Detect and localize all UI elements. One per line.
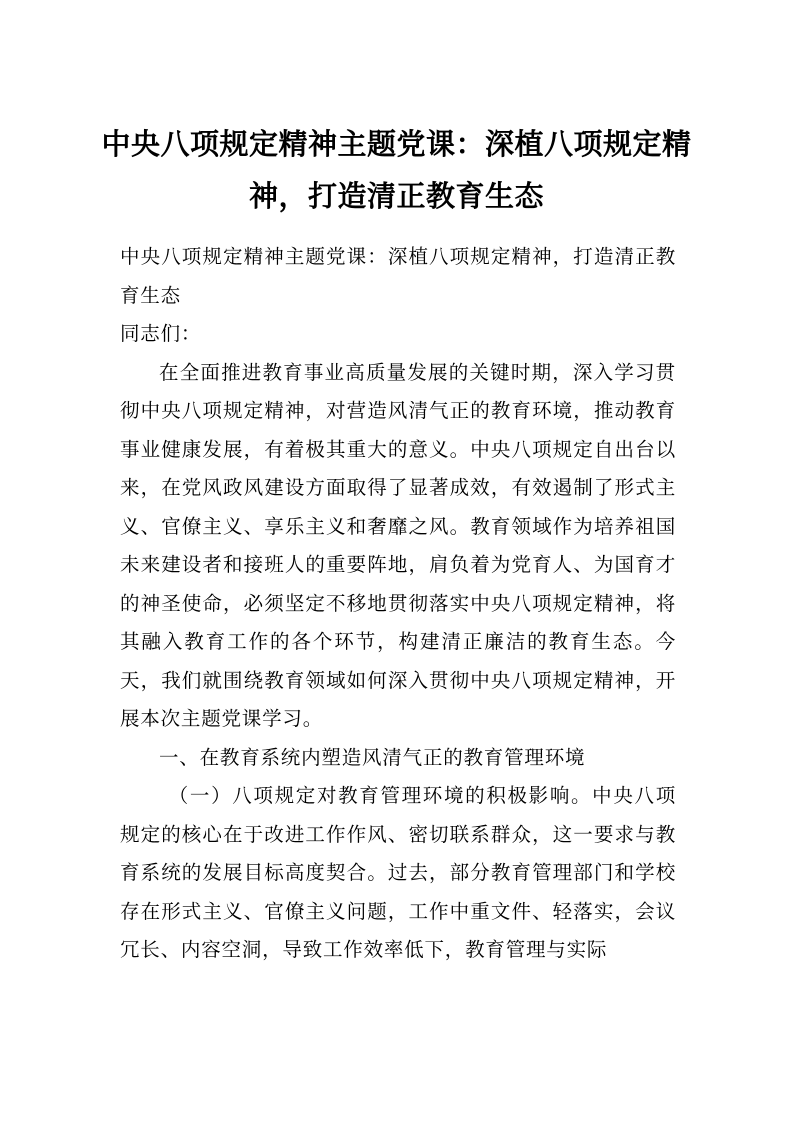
- intro-paragraph: 在全面推进教育事业高质量发展的关键时期，深入学习贯彻中央八项规定精神，对营造风清气正的教育环境，推动教育事业健康发展，有着极其重大的意义。中央八项规定自出台以来，在党风政风建设方面取得了显著成效，有效遏制了形式主义、官僚主义、享乐主义和奢靡之风。教育领域作为培养祖国未来建设者和接班人的重要阵地，肩负着为党育人、为国育才的神圣使命，必须坚定不移地贯彻落实中央八项规定精神，将其融入教育工作的各个环节，构建清正廉洁的教育生态。今天，我们就围绕教育领域如何深入贯彻中央八项规定精神，开展本次主题党课学习。: [120, 360, 676, 730]
- document-body: [120, 238, 676, 970]
- subsection-paragraph: （一）八项规定对教育管理环境的积极影响。中央八项规定的核心在于改进工作作风、密切联系群众，这一要求与教育系统的发展目标高度契合。过去，部分教育管理部门和学校存在形式主义、官僚主义问题，工作中重文件、轻落实，会议冗长、内容空洞，导致工作效率低下，教育管理与实际: [120, 784, 676, 961]
- document-subtitle: 中央八项规定精神主题党课：深植八项规定精神，打造清正教育生态: [120, 245, 676, 307]
- salutation: 同志们：: [120, 322, 202, 345]
- section-heading: 一、在教育系统内塑造风清气正的教育管理环境: [159, 745, 586, 769]
- document-title: 中央八项规定精神主题党课：深植八项规定精神，打造清正教育生态: [101, 127, 692, 213]
